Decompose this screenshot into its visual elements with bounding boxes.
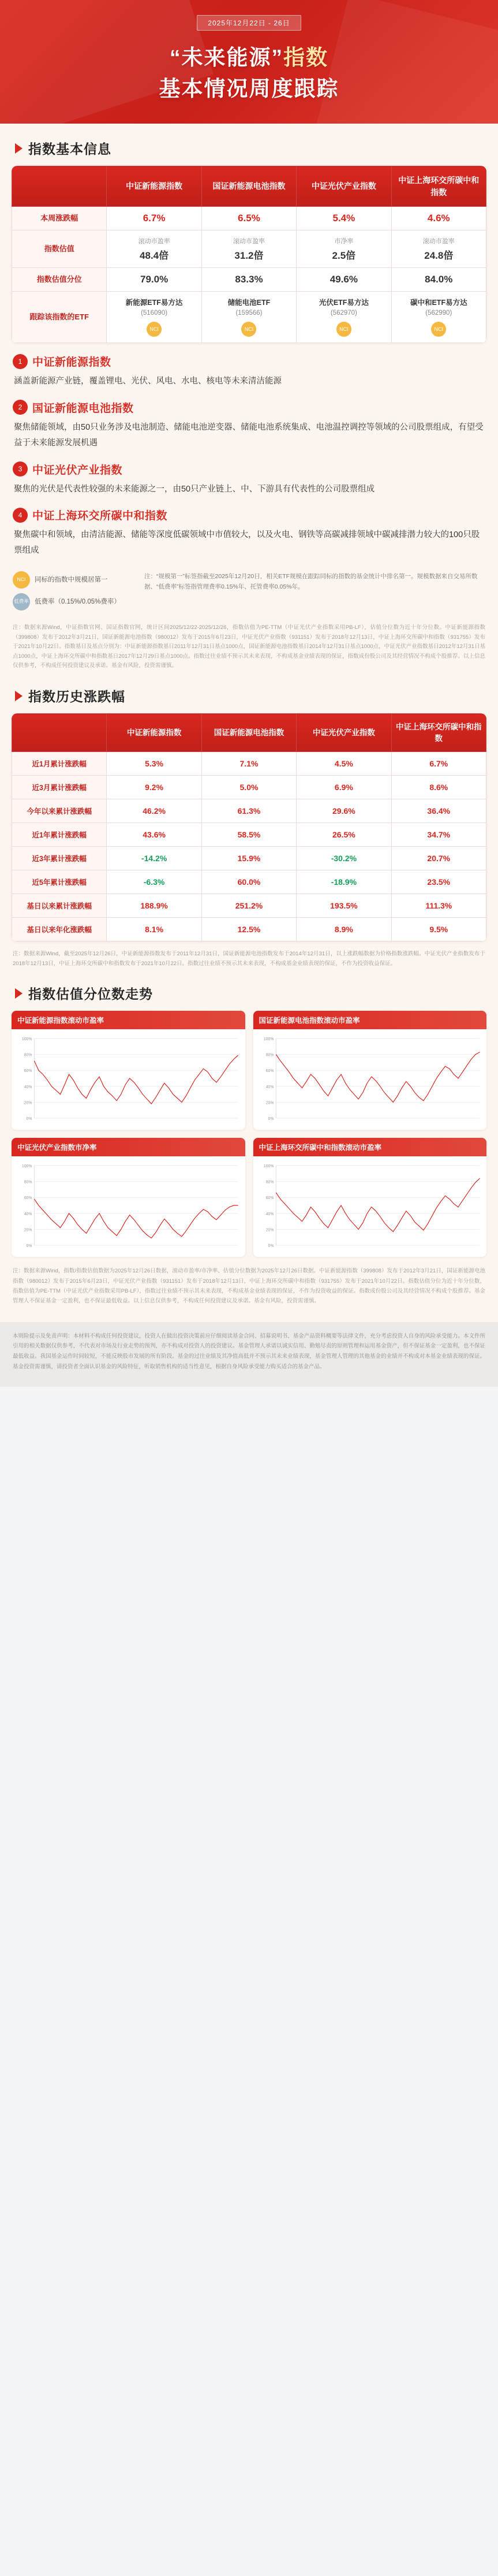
header-corner <box>12 714 107 752</box>
number-badge-icon: 3 <box>13 461 28 477</box>
description-title: 国证新能源电池指数 <box>32 402 134 415</box>
row-label: 基日以来年化涨跌幅 <box>12 918 107 941</box>
chart-title: 中证上海环交所碳中和指数滚动市盈率 <box>253 1138 487 1156</box>
value: 34.7% <box>427 830 451 840</box>
cell-value <box>297 894 391 918</box>
col-header-3: 中证上海环交所碳中和指数 <box>391 714 486 752</box>
sub-label: 滚动市盈率 <box>233 237 265 245</box>
description-text: 聚焦碳中和领域，由清洁能源、储能等深度低碳领域中市值较大，以及火电、钢铁等高碳减排领域中碳减排潜力较大的100只股票组成 <box>14 530 480 556</box>
value: 9.2% <box>145 783 164 792</box>
svg-text:60%: 60% <box>265 1196 274 1201</box>
sub-label: 市净率 <box>334 237 354 245</box>
spacer <box>0 1306 498 1312</box>
value: 31.2倍 <box>234 250 264 261</box>
value: 5.4% <box>332 212 355 224</box>
disclaimer-basic-info: 注：数据来源Wind，中证指数官网、国证指数官网，统计区间2025/12/22-2025/12/26，指数估值为PE-TTM（中证光伏产业指数采用PB-LF），估值分位数为近十年分位数。中证新能源指数（399808）发布于2012年3月21日，国证新能源电池指数（980012）发布于2015年6月23日，中证光伏产业指数（931151）发布于2018年12月13日，中证上海环交所碳中和指数（931755）发布于2021年10月22日。指数基日及基点分别为：中证新能源指数基日2011年12月31日基点1000点，国证新能源电池指数基日2014年12月31日基点1000点，中证光伏产业指数基日2012年12月31日基点1000点，中证上海环交所碳中和指数基日2017年12月29日基点1000点。指数过往业绩不预示其未来表现，不构成基金业绩表现的保证，指数成份股公司及其经营情况不构成个股推荐。以上信息仅供参考，不构成任何投资建议及承诺。基金有风险，投资需谨慎。 <box>13 624 485 669</box>
chart-body <box>12 1029 245 1130</box>
etf-code: (159566) <box>235 310 263 317</box>
value: 49.6% <box>329 273 358 285</box>
cell-value <box>201 267 296 291</box>
svg-text:60%: 60% <box>265 1069 274 1074</box>
index-history-table <box>12 713 486 941</box>
index-basic-table <box>12 166 486 343</box>
index-description-2 <box>13 400 485 451</box>
table-row-valuation-percentile <box>12 267 486 291</box>
svg-text:100%: 100% <box>21 1164 32 1169</box>
history-card <box>12 713 486 941</box>
section-title-history <box>15 686 498 705</box>
svg-text:40%: 40% <box>24 1212 32 1217</box>
table-row-weekly-change <box>12 206 486 230</box>
line-chart <box>15 1161 242 1253</box>
value: 193.5% <box>330 901 358 911</box>
svg-text:60%: 60% <box>24 1069 32 1074</box>
cell-value <box>391 847 486 870</box>
legend-item-low-fee <box>13 593 134 611</box>
title-accent: 指数 <box>283 46 328 69</box>
chart-card-1 <box>253 1011 487 1130</box>
cell-value <box>297 823 391 847</box>
table-row <box>12 823 486 847</box>
row-label: 跟踪该指数的ETF <box>12 291 107 343</box>
value: 48.4倍 <box>140 250 169 261</box>
col-header-2: 中证光伏产业指数 <box>297 714 391 752</box>
svg-text:0%: 0% <box>268 1117 274 1122</box>
title-subline: 基本情况周度跟踪 <box>159 76 339 100</box>
chart-title: 中证新能源指数滚动市盈率 <box>12 1011 245 1029</box>
cell-value <box>107 776 201 799</box>
value: 23.5% <box>427 877 451 887</box>
cell-value <box>107 847 201 870</box>
cell-value <box>297 267 391 291</box>
chevron-right-icon <box>15 988 23 999</box>
bottom-disclaimer: 本则险提示及免责声明：本材料不构成任何投资建议，投资人在做出投资决策前应仔细阅读基金合同、招募说明书、基金产品资料概要等法律文件，充分考虑投资人自身的风险承受能力。本文件所引用的相关数据仅供参考，不代表对市场及行业走势的预判，亦不构成对投资人的投资建议。基金管理人承诺以诚实信用、勤勉尽责的原则管理和运用基金资产，但不保证基金一定盈利，也不保证最低收益。我国基金运作时间较短，不能反映股市发展的所有阶段。基金的过往业绩及其净值高低并不预示其未来业绩表现，基金管理人管理的其他基金的业绩并不构成对本基金业绩表现的保证。基金投资需谨慎，请投资者全面认识基金的风险特征，听取销售机构的适当性意见，根据自身风险承受能力购买适合的基金产品。 <box>0 1322 498 1387</box>
cell-value <box>297 752 391 776</box>
index-description-1 <box>13 353 485 389</box>
value: 15.9% <box>237 854 261 863</box>
value: 24.8倍 <box>424 250 454 261</box>
etf-code: (562990) <box>425 310 452 317</box>
description-header <box>13 400 485 415</box>
table-header-row <box>12 714 486 752</box>
title-prefix: “未来能源” <box>170 46 283 69</box>
value: 36.4% <box>427 806 451 816</box>
section-heading: 指数历史涨跌幅 <box>28 689 125 705</box>
col-header-0: 中证新能源指数 <box>107 714 201 752</box>
table-row <box>12 847 486 870</box>
value: 6.7% <box>143 212 166 224</box>
disclaimer-charts: 注：数据来源Wind，指数/指数估值数据为2025年12月26日数据，滚动市盈率/市净率、估值分位数据为2025年12月26日数据。中证新能源指数（399808）发布于2012年3月21日，国证新能源电池指数（980012）发布于2015年6月23日，中证光伏产业指数（931151）发布于2018年12月13日，中证上海环交所碳中和指数（931755）发布于2021年10月22日。指数估值分位为近十年分位数，指数估值为PE-TTM（中证光伏产业指数采用PB-LF），指数过往业绩不预示其未来表现，不构成基金业绩表现的保证，不作为投资收益的保证。指数成份股公司及其经营情况不构成个股推荐。基金管理人不保证基金一定盈利，也不保证最低收益。以上信息仅供参考，不构成任何投资建议及承诺。基金有风险，投资需谨慎。 <box>13 1268 485 1304</box>
value: 46.2% <box>143 806 166 816</box>
value: 12.5% <box>237 925 261 935</box>
number-badge-icon: 2 <box>13 400 28 415</box>
chart-card-3 <box>253 1138 487 1257</box>
value: 84.0% <box>425 273 453 285</box>
cell-value <box>201 894 296 918</box>
cell-value <box>201 776 296 799</box>
svg-text:0%: 0% <box>26 1244 32 1249</box>
cell-value <box>391 206 486 230</box>
svg-text:100%: 100% <box>263 1037 274 1042</box>
row-label: 近1年累计涨跌幅 <box>12 823 107 847</box>
cell-value <box>107 752 201 776</box>
etf-cell[interactable] <box>107 291 201 343</box>
value: 29.6% <box>332 806 355 816</box>
value: -30.2% <box>331 854 357 863</box>
col-header-1: 国证新能源电池指数 <box>201 714 296 752</box>
index-description-3 <box>13 461 485 497</box>
description-text: 聚焦的光伏是代表性较强的未来能源之一，由50只产业链上、中、下游具有代表性的公司股票组成 <box>14 484 375 494</box>
header-corner <box>12 166 107 207</box>
value: 4.6% <box>427 212 450 224</box>
value: 251.2% <box>235 901 263 911</box>
page-header <box>0 0 498 124</box>
cell-value <box>107 267 201 291</box>
svg-text:80%: 80% <box>24 1180 32 1185</box>
cell-value <box>391 870 486 894</box>
svg-text:100%: 100% <box>21 1037 32 1042</box>
cell-value <box>201 870 296 894</box>
cell-value <box>297 799 391 823</box>
chart-body <box>253 1156 487 1257</box>
legend-label: 低费率（0.15%/0.05%费率） <box>35 598 121 605</box>
etf-cell[interactable] <box>297 291 391 343</box>
svg-text:20%: 20% <box>265 1228 274 1233</box>
table-row <box>12 752 486 776</box>
svg-text:20%: 20% <box>24 1101 32 1105</box>
cell-value <box>297 230 391 267</box>
legend-label: 同标的指数中规模居第一 <box>35 576 108 583</box>
value: 7.1% <box>239 759 259 769</box>
legend-row <box>13 571 485 615</box>
row-label: 今年以来累计涨跌幅 <box>12 799 107 823</box>
cell-value <box>201 799 296 823</box>
value: 61.3% <box>237 806 261 816</box>
svg-text:80%: 80% <box>24 1053 32 1058</box>
value: 188.9% <box>140 901 168 911</box>
legend-items <box>13 571 134 615</box>
value: 8.1% <box>145 925 164 935</box>
cell-value <box>107 918 201 941</box>
cell-value <box>107 823 201 847</box>
cell-value <box>107 206 201 230</box>
value: 6.9% <box>334 783 353 792</box>
value: -14.2% <box>141 854 167 863</box>
cell-value <box>391 267 486 291</box>
section-heading: 指数估值分位数走势 <box>28 987 153 1002</box>
chart-title: 国证新能源电池指数滚动市盈率 <box>253 1011 487 1029</box>
value: 111.3% <box>425 901 452 911</box>
value: 9.5% <box>429 925 448 935</box>
cell-value <box>391 752 486 776</box>
svg-text:20%: 20% <box>265 1101 274 1105</box>
col-header-1: 国证新能源电池指数 <box>201 166 296 207</box>
row-label: 近3月累计涨跌幅 <box>12 776 107 799</box>
description-title: 中证上海环交所碳中和指数 <box>32 510 168 523</box>
legend-note: 注：“规模第一”标签指截至2025年12月20日，相关ETF规模在跟踪同标的指数的基金统计中排名第一。规模数据来自交易所数据、“低费率”标签指管理费率0.15%年、托管费率0.05%年。 <box>144 572 478 591</box>
table-row <box>12 799 486 823</box>
cell-value <box>107 230 201 267</box>
chart-body <box>12 1156 245 1257</box>
value: 43.6% <box>143 830 166 840</box>
col-header-0: 中证新能源指数 <box>107 166 201 207</box>
col-header-3: 中证上海环交所碳中和指数 <box>391 166 486 207</box>
cell-value <box>391 799 486 823</box>
table-row-valuation <box>12 230 486 267</box>
value: 83.3% <box>235 273 263 285</box>
cell-value <box>107 870 201 894</box>
nci-badge-icon: NCI <box>431 322 446 337</box>
svg-text:100%: 100% <box>263 1164 274 1169</box>
nci-badge-icon: NCI <box>241 322 256 337</box>
svg-text:80%: 80% <box>265 1180 274 1185</box>
svg-text:40%: 40% <box>24 1085 32 1090</box>
row-label: 近5年累计涨跌幅 <box>12 870 107 894</box>
table-row <box>12 870 486 894</box>
cell-value <box>107 799 201 823</box>
value: 79.0% <box>140 273 169 285</box>
chevron-right-icon <box>15 143 23 154</box>
chart-title: 中证光伏产业指数市净率 <box>12 1138 245 1156</box>
value: 2.5倍 <box>332 250 356 261</box>
value: 20.7% <box>427 854 451 863</box>
description-title: 中证新能源指数 <box>32 356 111 369</box>
svg-text:0%: 0% <box>26 1117 32 1122</box>
description-title: 中证光伏产业指数 <box>32 464 123 477</box>
etf-code: (562970) <box>330 310 357 317</box>
cell-value <box>201 823 296 847</box>
table-header-row <box>12 166 486 207</box>
value: 6.5% <box>238 212 260 224</box>
disclaimer-history: 注：数据来源Wind，截至2025年12月26日，中证新能源指数发布于2011年12月31日，国证新能源电池指数发布于2014年12月31日，以上涨跌幅数据为价格指数涨跌幅。中证光伏产业指数发布于2018年12月13日，中证上海环交所碳中和指数发布于2021年10月22日。指数过往业绩不预示其未来表现，不构成基金业绩表现的保证，不作为投资收益保证。 <box>13 951 485 967</box>
cell-value <box>297 870 391 894</box>
etf-name: 碳中和ETF易方达 <box>410 298 467 307</box>
svg-text:40%: 40% <box>265 1085 274 1090</box>
nci-badge-icon: NCI <box>13 571 30 589</box>
row-label: 基日以来累计涨跌幅 <box>12 894 107 918</box>
value: 5.0% <box>239 783 259 792</box>
value: 8.9% <box>334 925 353 935</box>
value: 8.6% <box>429 783 448 792</box>
cell-value <box>201 918 296 941</box>
line-chart <box>257 1034 484 1126</box>
chart-card-2 <box>12 1138 245 1257</box>
sub-label: 滚动市盈率 <box>422 237 455 245</box>
page-title <box>0 42 498 104</box>
cell-value <box>391 823 486 847</box>
value: 5.3% <box>145 759 164 769</box>
chart-card-0 <box>12 1011 245 1130</box>
sub-label: 滚动市盈率 <box>138 237 170 245</box>
section-title-valuation-charts <box>15 984 498 1003</box>
line-chart <box>257 1161 484 1253</box>
cell-value <box>201 847 296 870</box>
row-label: 指数估值 <box>12 230 107 267</box>
basic-info-card <box>12 166 486 343</box>
valuation-charts-grid <box>12 1011 486 1257</box>
svg-text:80%: 80% <box>265 1053 274 1058</box>
row-label: 近1月累计涨跌幅 <box>12 752 107 776</box>
row-label: 指数估值分位 <box>12 267 107 291</box>
nci-badge-icon: NCI <box>147 322 162 337</box>
section-title-basic-info <box>15 139 498 158</box>
cell-value <box>201 230 296 267</box>
value: 26.5% <box>332 830 355 840</box>
cell-value <box>201 206 296 230</box>
number-badge-icon: 4 <box>13 508 28 523</box>
etf-name: 新能源ETF易方达 <box>125 298 183 307</box>
cell-value <box>297 847 391 870</box>
number-badge-icon: 1 <box>13 354 28 369</box>
svg-text:60%: 60% <box>24 1196 32 1201</box>
cell-value <box>297 206 391 230</box>
section-heading: 指数基本信息 <box>28 142 111 157</box>
report-date-chip: 2025年12月22日 - 26日 <box>197 15 301 31</box>
cell-value <box>391 776 486 799</box>
cell-value <box>391 230 486 267</box>
description-header <box>13 461 485 477</box>
nci-badge-icon: NCI <box>336 322 351 337</box>
index-description-4 <box>13 507 485 559</box>
description-header <box>13 507 485 523</box>
cell-value <box>391 894 486 918</box>
cell-value <box>107 894 201 918</box>
row-label: 本周涨跌幅 <box>12 206 107 230</box>
table-row <box>12 776 486 799</box>
col-header-2: 中证光伏产业指数 <box>297 166 391 207</box>
legend-item-nci <box>13 571 134 589</box>
value: 60.0% <box>237 877 261 887</box>
row-label: 近3年累计涨跌幅 <box>12 847 107 870</box>
description-text: 涵盖新能源产业链，覆盖锂电、光伏、风电、水电、核电等未来清洁能源 <box>14 377 282 386</box>
etf-code: (516090) <box>141 310 168 317</box>
value: 4.5% <box>334 759 353 769</box>
chart-body <box>253 1029 487 1130</box>
table-row-etf <box>12 291 486 343</box>
description-header <box>13 353 485 369</box>
line-chart <box>15 1034 242 1126</box>
value: -18.9% <box>331 877 357 887</box>
etf-name: 储能电池ETF <box>227 298 271 307</box>
svg-text:40%: 40% <box>265 1212 274 1217</box>
value: -6.3% <box>143 877 165 887</box>
cell-value <box>297 918 391 941</box>
cell-value <box>201 752 296 776</box>
cell-value <box>297 776 391 799</box>
value: 6.7% <box>429 759 448 769</box>
svg-text:0%: 0% <box>268 1244 274 1249</box>
etf-name: 光伏ETF易方达 <box>319 298 369 307</box>
table-row <box>12 918 486 941</box>
svg-text:20%: 20% <box>24 1228 32 1233</box>
low-fee-badge-icon: 低费率 <box>13 593 30 611</box>
description-text: 聚焦储能领域，由50只业务涉及电池制造、储能电池逆变器、储能电池系统集成、电池温控调控等领域的公司股票组成，有望受益于未来能源发展机遇 <box>14 422 484 448</box>
value: 58.5% <box>237 830 261 840</box>
etf-cell[interactable] <box>201 291 296 343</box>
etf-cell[interactable] <box>391 291 486 343</box>
chevron-right-icon <box>15 691 23 701</box>
cell-value <box>391 918 486 941</box>
table-row <box>12 894 486 918</box>
